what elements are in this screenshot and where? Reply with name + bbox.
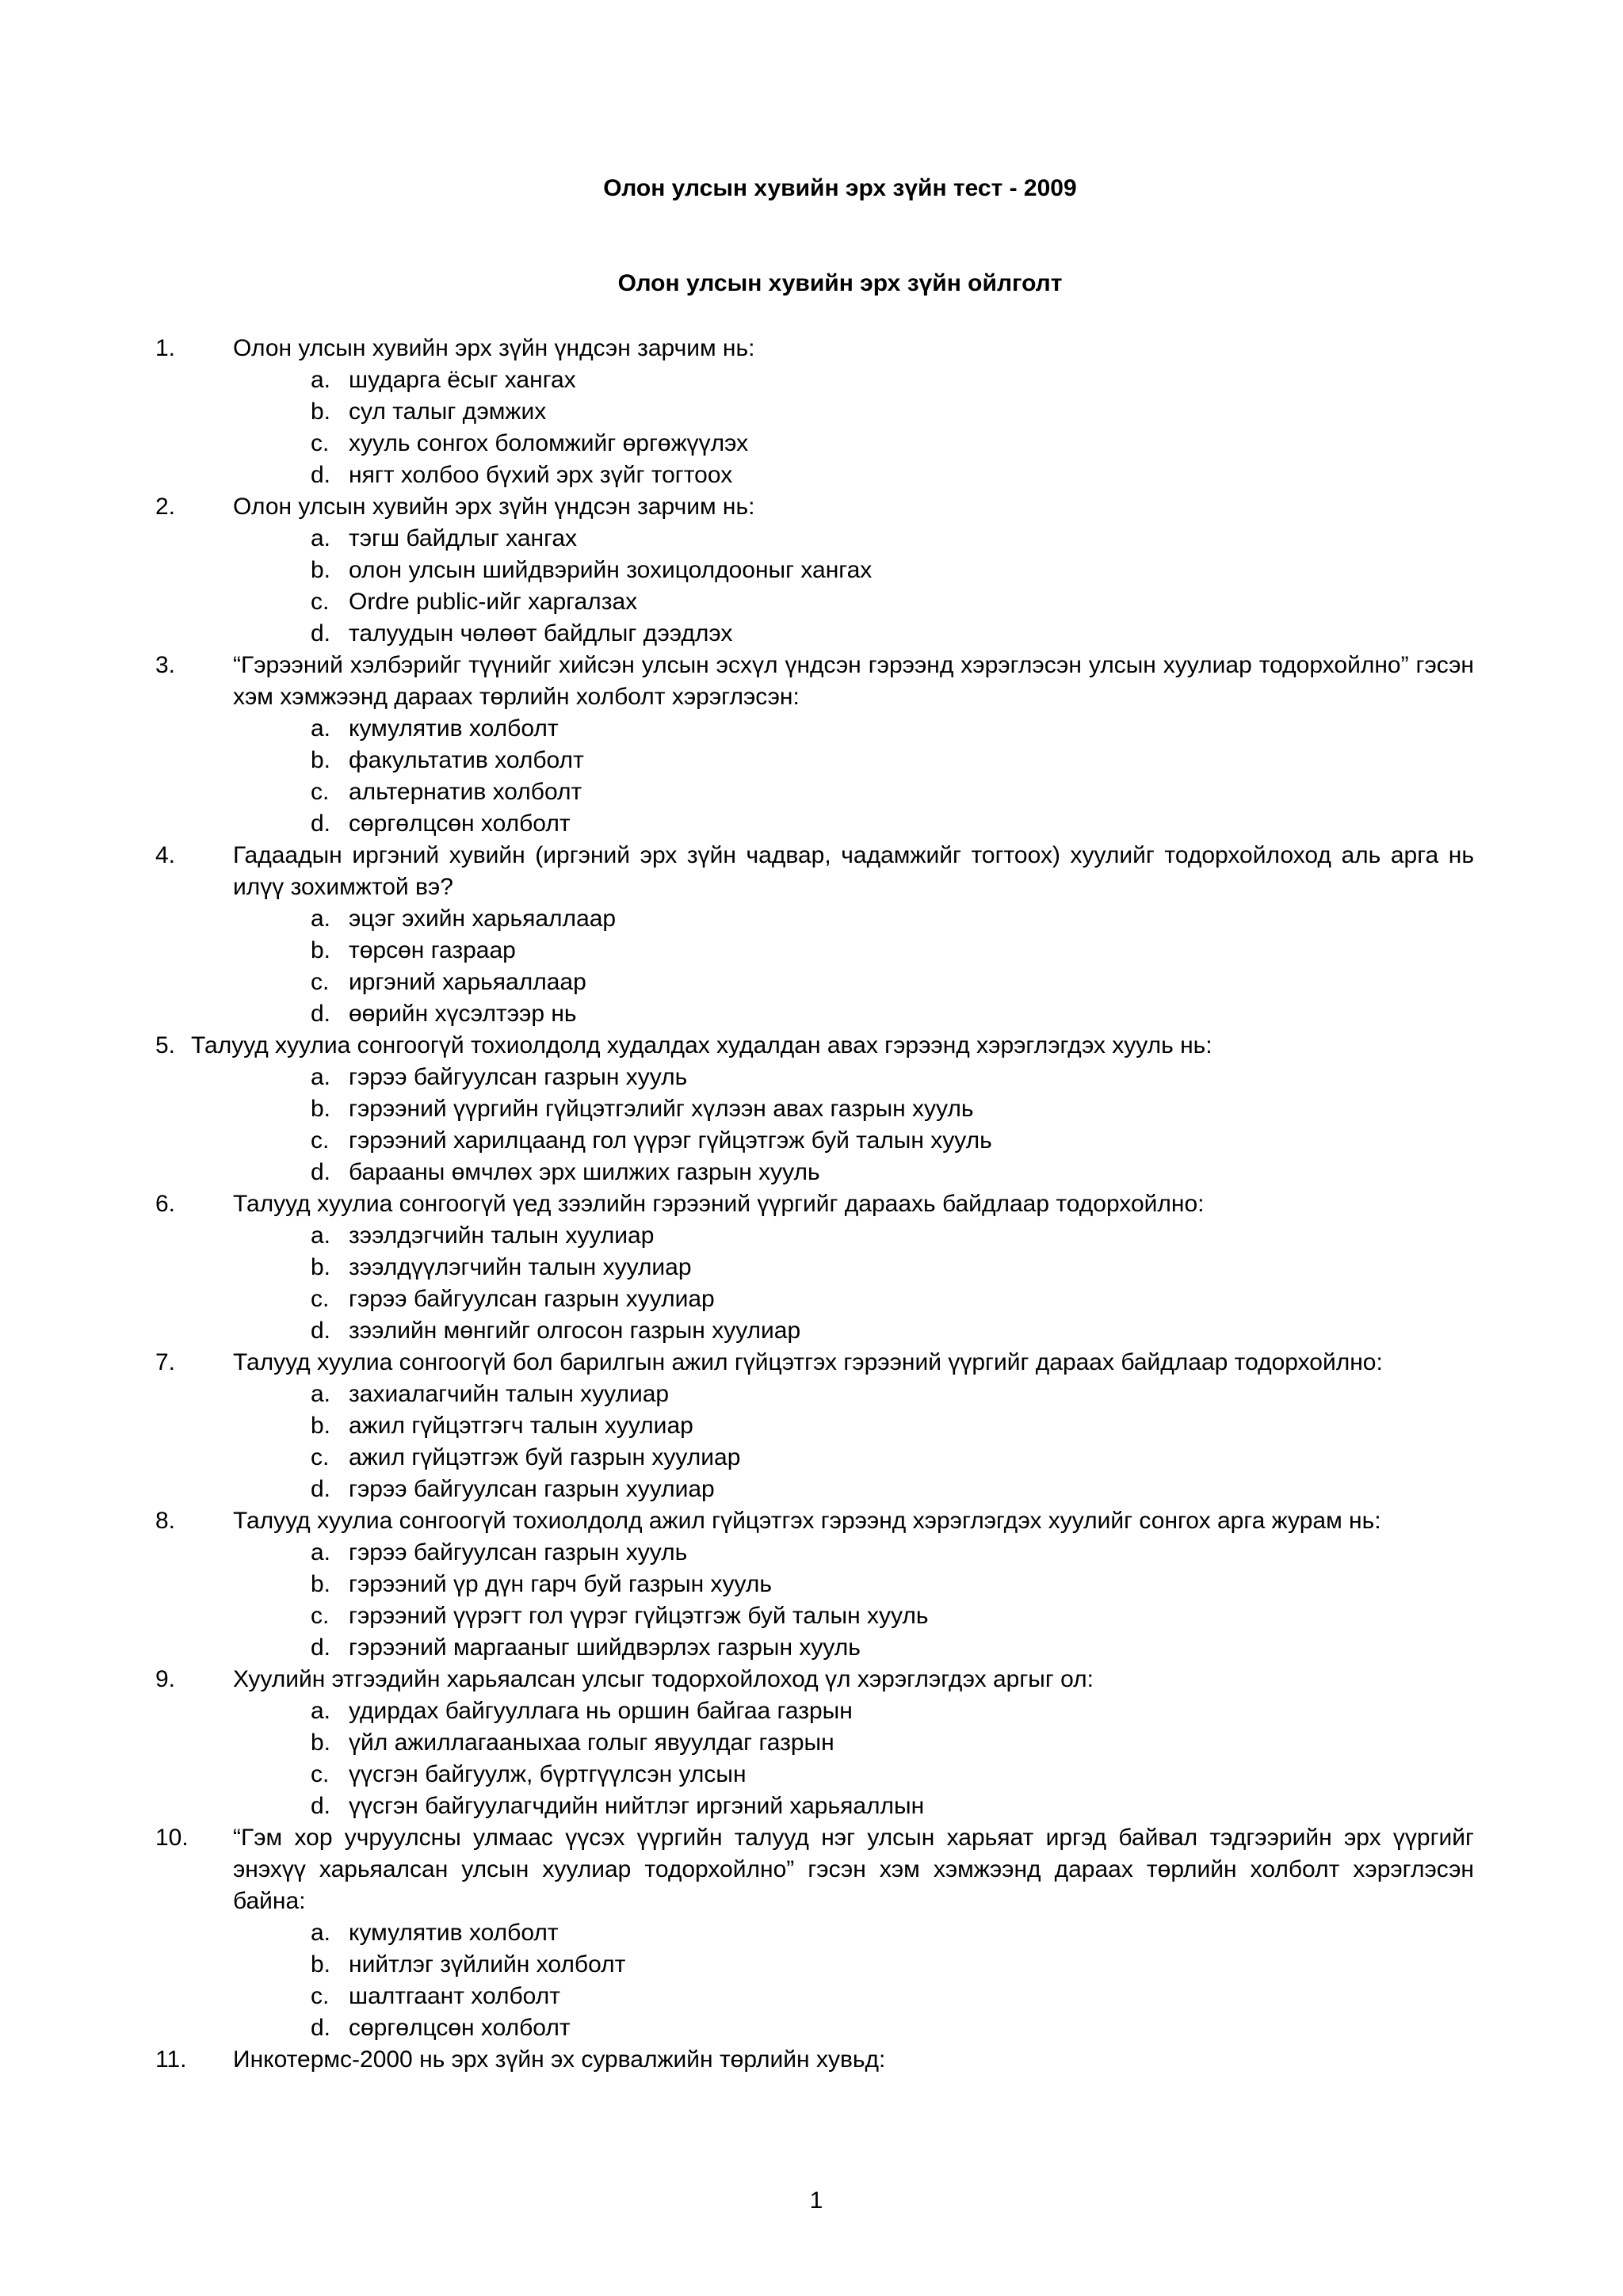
option-text: барааны өмчлөх эрх шилжих газрын хууль: [349, 1159, 820, 1185]
option-letter: c.: [311, 1286, 330, 1312]
answer-options: [155, 1537, 1474, 1664]
option-text: үйл ажиллагааныхаа голыг явуулдаг газрын: [349, 1730, 834, 1756]
option-letter: a.: [311, 1064, 331, 1090]
option-text: шударга ёсыг хангах: [349, 367, 576, 393]
option-letter: a.: [311, 1381, 331, 1407]
answer-option: [155, 586, 1474, 618]
question-number: 3.: [155, 652, 176, 678]
option-text: олон улсын шийдвэрийн зохицолдооныг хангах: [349, 557, 873, 583]
answer-option: [155, 1569, 1474, 1600]
option-letter: b.: [311, 1413, 331, 1439]
question-number: 2.: [155, 494, 176, 520]
option-text: сул талыг дэмжих: [349, 399, 547, 425]
question-item: [155, 1664, 1474, 1822]
question-text: Гадаадын иргэний хувийн (иргэний эрх зүйн чадвар, чадамжийг тогтоох) хуулийг тодорхойлоход аль арга нь илүү зохимжтой вэ?: [233, 842, 1474, 900]
question-number: 8.: [155, 1508, 176, 1534]
question-number: 9.: [155, 1666, 176, 1692]
question-text: “Гэрээний хэлбэрийг түүнийг хийсэн улсын эсхүл үндсэн гэрээнд хэрэглэсэн улсын хуулиар тодорхойлно” гэсэн хэм хэмжээнд дараах төрлийн холболт хэрэглэсэн:: [233, 652, 1474, 710]
option-text: факультатив холболт: [349, 747, 584, 773]
answer-option: [155, 1949, 1474, 1981]
answer-option: [155, 1537, 1474, 1569]
section-title: Олон улсын хувийн эрх зүйн ойлголт: [617, 270, 1063, 296]
question-text: Талууд хуулиа сонгоогүй үед зээлийн гэрээний үүргийг дараахь байдлаар тодорхойлно:: [233, 1191, 1205, 1217]
option-letter: a.: [311, 367, 331, 393]
question-number: 1.: [155, 335, 176, 361]
answer-option: [155, 1252, 1474, 1283]
question-item: [155, 1822, 1474, 2044]
answer-option: [155, 1600, 1474, 1632]
answer-option: [155, 1632, 1474, 1664]
answer-option: [155, 1695, 1474, 1727]
question-item: [155, 333, 1474, 491]
option-text: гэрээний үр дүн гарч буй газрын хууль: [349, 1571, 772, 1597]
question-text: Олон улсын хувийн эрх зүйн үндсэн зарчим нь:: [233, 494, 755, 520]
question-item: [155, 1030, 1474, 1188]
question-text: “Гэм хор учруулсны улмаас үүсэх үүргийн талууд нэг улсын харьяат иргэд байвал тэдгээрийн эрх үүргийг энэхүү харьяалсан улсын хуулиар тодорхойлно” гэсэн хэм хэмжээнд дараах төрлийн холболт хэрэглэсэн байна:: [233, 1825, 1474, 1914]
answer-option: [155, 1283, 1474, 1315]
option-text: ажил гүйцэтгэгч талын хуулиар: [349, 1413, 693, 1439]
answer-option: [155, 1981, 1474, 2012]
answer-option: [155, 935, 1474, 967]
answer-option: [155, 808, 1474, 840]
answer-option: [155, 460, 1474, 491]
question-item: [155, 1505, 1474, 1664]
option-letter: b.: [311, 747, 331, 773]
option-text: талуудын чөлөөт байдлыг дээдлэх: [349, 620, 733, 646]
option-letter: d.: [311, 1793, 331, 1819]
option-letter: c.: [311, 1444, 330, 1470]
option-text: захиалагчийн талын хуулиар: [349, 1381, 670, 1407]
answer-option: [155, 998, 1474, 1030]
option-letter: b.: [311, 1254, 331, 1280]
option-letter: c.: [311, 969, 330, 995]
answer-options: [155, 1695, 1474, 1822]
answer-option: [155, 523, 1474, 555]
question-item: [155, 650, 1474, 840]
option-letter: b.: [311, 1571, 331, 1597]
answer-option: [155, 555, 1474, 586]
option-letter: c.: [311, 430, 330, 456]
question-number: 11.: [155, 2046, 187, 2073]
option-text: кумулятив холболт: [349, 715, 559, 742]
question-text: Хуулийн этгээдийн харьяалсан улсыг тодорхойлоход үл хэрэглэгдэх аргыг ол:: [233, 1666, 1094, 1692]
answer-options: [155, 364, 1474, 491]
question-item: [155, 840, 1474, 1030]
option-letter: d.: [311, 2015, 331, 2041]
option-text: нийтлэг зүйлийн холболт: [349, 1951, 626, 1978]
option-text: нягт холбоо бүхий эрх зүйг тогтоох: [349, 462, 733, 488]
option-text: тэгш байдлыг хангах: [349, 525, 578, 551]
answer-option: [155, 745, 1474, 776]
answer-option: [155, 1759, 1474, 1791]
option-text: альтернатив холболт: [349, 779, 582, 805]
option-text: удирдах байгууллага нь оршин байгаа газрын: [349, 1698, 853, 1724]
option-letter: d.: [311, 1318, 331, 1344]
answer-options: [155, 1379, 1474, 1505]
option-text: зээлийн мөнгийг олгосон газрын хуулиар: [349, 1318, 801, 1344]
answer-option: [155, 1157, 1474, 1188]
answer-option: [155, 1442, 1474, 1474]
answer-option: [155, 1125, 1474, 1157]
question-text: Олон улсын хувийн эрх зүйн үндсэн зарчим нь:: [233, 335, 755, 361]
document-title: Олон улсын хувийн эрх зүйн тест - 2009: [603, 175, 1077, 201]
question-item: [155, 1188, 1474, 1347]
option-letter: d.: [311, 1159, 331, 1185]
answer-option: [155, 1917, 1474, 1949]
option-text: гэрээний маргааныг шийдвэрлэх газрын хууль: [349, 1634, 861, 1661]
option-letter: a.: [311, 715, 331, 742]
question-item: [155, 491, 1474, 650]
answer-option: [155, 1474, 1474, 1505]
option-text: иргэний харьяаллаар: [349, 969, 586, 995]
question-number: 7.: [155, 1349, 176, 1375]
option-text: хууль сонгох боломжийг өргөжүүлэх: [349, 430, 749, 456]
option-letter: b.: [311, 937, 331, 963]
question-number: 6.: [155, 1191, 176, 1217]
answer-option: [155, 396, 1474, 428]
option-text: эцэг эхийн харьяаллаар: [349, 906, 617, 932]
option-letter: d.: [311, 1476, 331, 1502]
answer-option: [155, 1379, 1474, 1410]
answer-option: [155, 2012, 1474, 2044]
question-line: [155, 1030, 1474, 1062]
option-letter: a.: [311, 1222, 331, 1249]
answer-option: [155, 903, 1474, 935]
answer-option: [155, 1791, 1474, 1822]
answer-options: [155, 713, 1474, 840]
option-letter: b.: [311, 1096, 331, 1122]
option-text: өөрийн хүсэлтээр нь: [349, 1001, 577, 1027]
answer-options: [155, 1917, 1474, 2044]
option-letter: b.: [311, 1951, 331, 1978]
option-letter: a.: [311, 1698, 331, 1724]
option-text: сөргөлцсөн холболт: [349, 810, 571, 837]
question-text: Талууд хуулиа сонгоогүй тохиолдолд худалдах худалдан авах гэрээнд хэрэглэгдэх хууль нь:: [191, 1032, 1212, 1058]
option-text: шалтгаант холболт: [349, 1983, 560, 2009]
option-letter: d.: [311, 1634, 331, 1661]
question-number: 4.: [155, 842, 176, 868]
option-letter: c.: [311, 1603, 330, 1629]
answer-option: [155, 1315, 1474, 1347]
option-text: гэрээний үүрэгт гол үүрэг гүйцэтгэж буй талын хууль: [349, 1603, 929, 1629]
answer-option: [155, 1062, 1474, 1093]
answer-option: [155, 713, 1474, 745]
option-text: гэрээний үүргийн гүйцэтгэлийг хүлээн авах газрын хууль: [349, 1096, 974, 1122]
question-text: Талууд хуулиа сонгоогүй тохиолдолд ажил гүйцэтгэх гэрээнд хэрэглэгдэх хуулийг сонгох арга журам нь:: [233, 1508, 1381, 1534]
option-text: ажил гүйцэтгэж буй газрын хуулиар: [349, 1444, 741, 1470]
option-letter: a.: [311, 906, 331, 932]
question-list: [155, 333, 1474, 2076]
option-letter: a.: [311, 1920, 331, 1946]
option-letter: d.: [311, 810, 331, 837]
page-number: 1: [809, 2187, 823, 2214]
question-item: [155, 2044, 1474, 2076]
option-letter: b.: [311, 557, 331, 583]
option-letter: a.: [311, 1539, 331, 1566]
option-text: гэрээ байгуулсан газрын хууль: [349, 1064, 688, 1090]
answer-option: [155, 1410, 1474, 1442]
option-text: сөргөлцсөн холболт: [349, 2015, 571, 2041]
option-text: зээлдэгчийн талын хуулиар: [349, 1222, 655, 1249]
question-number: 10.: [155, 1825, 189, 1851]
option-letter: c.: [311, 1127, 330, 1154]
option-letter: d.: [311, 1001, 331, 1027]
answer-option: [155, 428, 1474, 460]
answer-options: [155, 1062, 1474, 1188]
answer-options: [155, 903, 1474, 1030]
answer-options: [155, 1220, 1474, 1347]
question-text: Талууд хуулиа сонгоогүй бол барилгын ажил гүйцэтгэх гэрээний үүргийг дараах байдлаар тодорхойлно:: [233, 1349, 1383, 1375]
option-letter: c.: [311, 1761, 330, 1787]
question-text: Инкотермс-2000 нь эрх зүйн эх сурвалжийн төрлийн хувьд:: [233, 2046, 886, 2073]
option-text: гэрээ байгуулсан газрын хуулиар: [349, 1286, 715, 1312]
option-text: гэрээ байгуулсан газрын хуулиар: [349, 1476, 715, 1502]
option-letter: b.: [311, 399, 331, 425]
answer-option: [155, 967, 1474, 998]
option-text: кумулятив холболт: [349, 1920, 559, 1946]
answer-options: [155, 523, 1474, 650]
option-letter: d.: [311, 620, 331, 646]
answer-option: [155, 776, 1474, 808]
option-letter: c.: [311, 779, 330, 805]
option-text: Ordre public-ийг харгалзах: [349, 589, 638, 615]
question-number: 5.: [155, 1032, 176, 1058]
answer-option: [155, 364, 1474, 396]
answer-option: [155, 618, 1474, 650]
option-text: үүсгэн байгуулж, бүртгүүлсэн улсын: [349, 1761, 747, 1787]
option-letter: b.: [311, 1730, 331, 1756]
answer-option: [155, 1093, 1474, 1125]
option-letter: d.: [311, 462, 331, 488]
option-letter: a.: [311, 525, 331, 551]
option-text: зээлдүүлэгчийн талын хуулиар: [349, 1254, 692, 1280]
answer-option: [155, 1220, 1474, 1252]
answer-option: [155, 1727, 1474, 1759]
question-item: [155, 1347, 1474, 1505]
option-letter: c.: [311, 1983, 330, 2009]
option-letter: c.: [311, 589, 330, 615]
option-text: төрсөн газраар: [349, 937, 516, 963]
option-text: гэрээ байгуулсан газрын хууль: [349, 1539, 688, 1566]
option-text: гэрээний харилцаанд гол үүрэг гүйцэтгэж буй талын хууль: [349, 1127, 992, 1154]
option-text: үүсгэн байгуулагчдийн нийтлэг иргэний харьяаллын: [349, 1793, 925, 1819]
